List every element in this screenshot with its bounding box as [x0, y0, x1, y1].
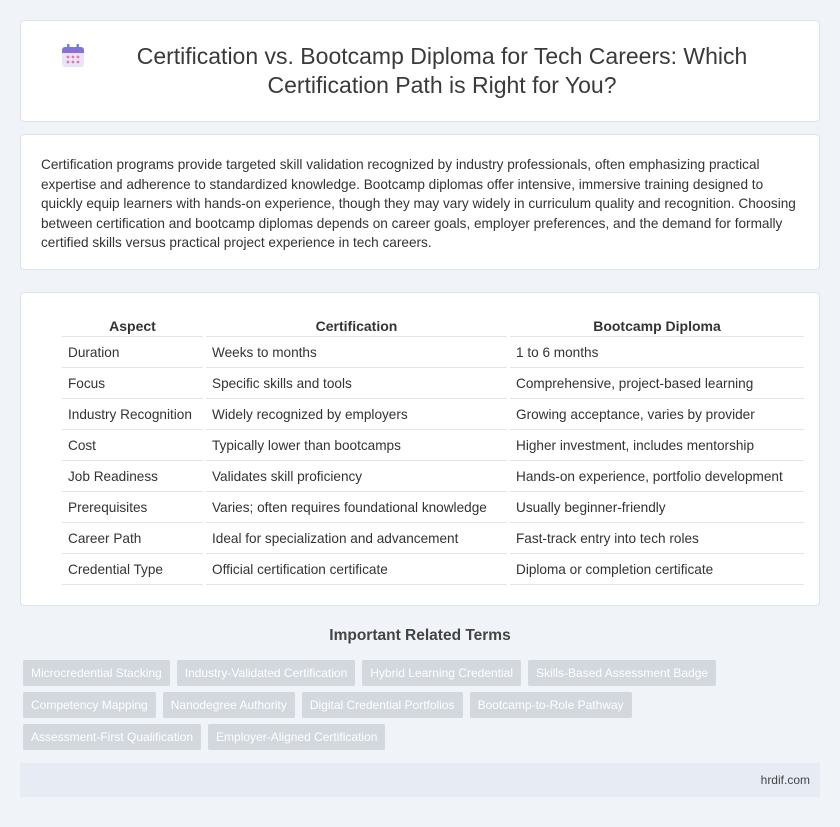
footer-site-link[interactable]: hrdif.com: [760, 773, 810, 787]
table-row: [62, 554, 804, 585]
related-term-tag[interactable]: Nanodegree Authority: [163, 692, 295, 718]
table-cell-bootcamp: Usually beginner-friendly: [510, 492, 804, 523]
title-wrap: [60, 42, 780, 100]
comparison-table: [59, 315, 807, 585]
header-certification: Certification: [206, 315, 507, 337]
table-cell-aspect: Industry Recognition: [62, 399, 203, 430]
intro-paragraph: Certification programs provide targeted skill validation recognized by industry professionals, often emphasizing practical expertise and adherence to standardized knowledge. Bootcamp diplomas offer intensive, immersive training designed to quickly equip learners with hands-on experience, though they may vary widely in curriculum quality and recognition. Choosing between certification and bootcamp diplomas depends on career goals, employer preferences, and the demand for formally certified skills versus practical project experience in tech careers.: [41, 157, 796, 251]
table-cell-aspect: Credential Type: [62, 554, 203, 585]
table-cell-aspect: Career Path: [62, 523, 203, 554]
footer: [20, 763, 820, 797]
table-row: [62, 492, 804, 523]
table-row: [62, 430, 804, 461]
related-term-tag[interactable]: Microcredential Stacking: [23, 660, 170, 686]
related-term-tag[interactable]: Bootcamp-to-Role Pathway: [470, 692, 632, 718]
related-term-tag[interactable]: Digital Credential Portfolios: [302, 692, 463, 718]
table-cell-certification: Official certification certificate: [206, 554, 507, 585]
table-cell-aspect: Cost: [62, 430, 203, 461]
table-row: [62, 337, 804, 368]
table-cell-certification: Typically lower than bootcamps: [206, 430, 507, 461]
intro-card: [20, 134, 820, 270]
related-term-tag[interactable]: Hybrid Learning Credential: [362, 660, 521, 686]
related-term-tag[interactable]: Employer-Aligned Certification: [208, 724, 385, 750]
table-cell-bootcamp: Growing acceptance, varies by provider: [510, 399, 804, 430]
table-cell-aspect: Focus: [62, 368, 203, 399]
table-cell-aspect: Job Readiness: [62, 461, 203, 492]
comparison-card: [20, 292, 820, 606]
table-cell-certification: Widely recognized by employers: [206, 399, 507, 430]
related-term-tag[interactable]: Competency Mapping: [23, 692, 156, 718]
table-cell-bootcamp: 1 to 6 months: [510, 337, 804, 368]
table-cell-certification: Weeks to months: [206, 337, 507, 368]
table-cell-bootcamp: Comprehensive, project-based learning: [510, 368, 804, 399]
page-title: Certification vs. Bootcamp Diploma for Tech Careers: Which Certification Path is Right for You?: [136, 43, 748, 98]
table-row: [62, 523, 804, 554]
table-cell-certification: Validates skill proficiency: [206, 461, 507, 492]
table-cell-certification: Ideal for specialization and advancement: [206, 523, 507, 554]
table-row: [62, 399, 804, 430]
table-cell-certification: Specific skills and tools: [206, 368, 507, 399]
table-cell-bootcamp: Higher investment, includes mentorship: [510, 430, 804, 461]
table-cell-bootcamp: Fast-track entry into tech roles: [510, 523, 804, 554]
table-cell-aspect: Duration: [62, 337, 203, 368]
related-terms-title: Important Related Terms: [329, 627, 511, 644]
header-aspect: Aspect: [62, 315, 203, 337]
table-cell-bootcamp: Hands-on experience, portfolio development: [510, 461, 804, 492]
table-row: [62, 461, 804, 492]
table-cell-aspect: Prerequisites: [62, 492, 203, 523]
calendar-icon: [60, 43, 86, 69]
table-header-row: [62, 315, 804, 337]
table-cell-bootcamp: Diploma or completion certificate: [510, 554, 804, 585]
related-term-tag[interactable]: Industry-Validated Certification: [177, 660, 356, 686]
related-term-tag[interactable]: Assessment-First Qualification: [23, 724, 201, 750]
related-term-tag[interactable]: Skills-Based Assessment Badge: [528, 660, 716, 686]
table-cell-certification: Varies; often requires foundational knowledge: [206, 492, 507, 523]
title-card: [20, 20, 820, 122]
table-row: [62, 368, 804, 399]
header-bootcamp-diploma: Bootcamp Diploma: [510, 315, 804, 337]
related-terms-list: [23, 660, 823, 756]
